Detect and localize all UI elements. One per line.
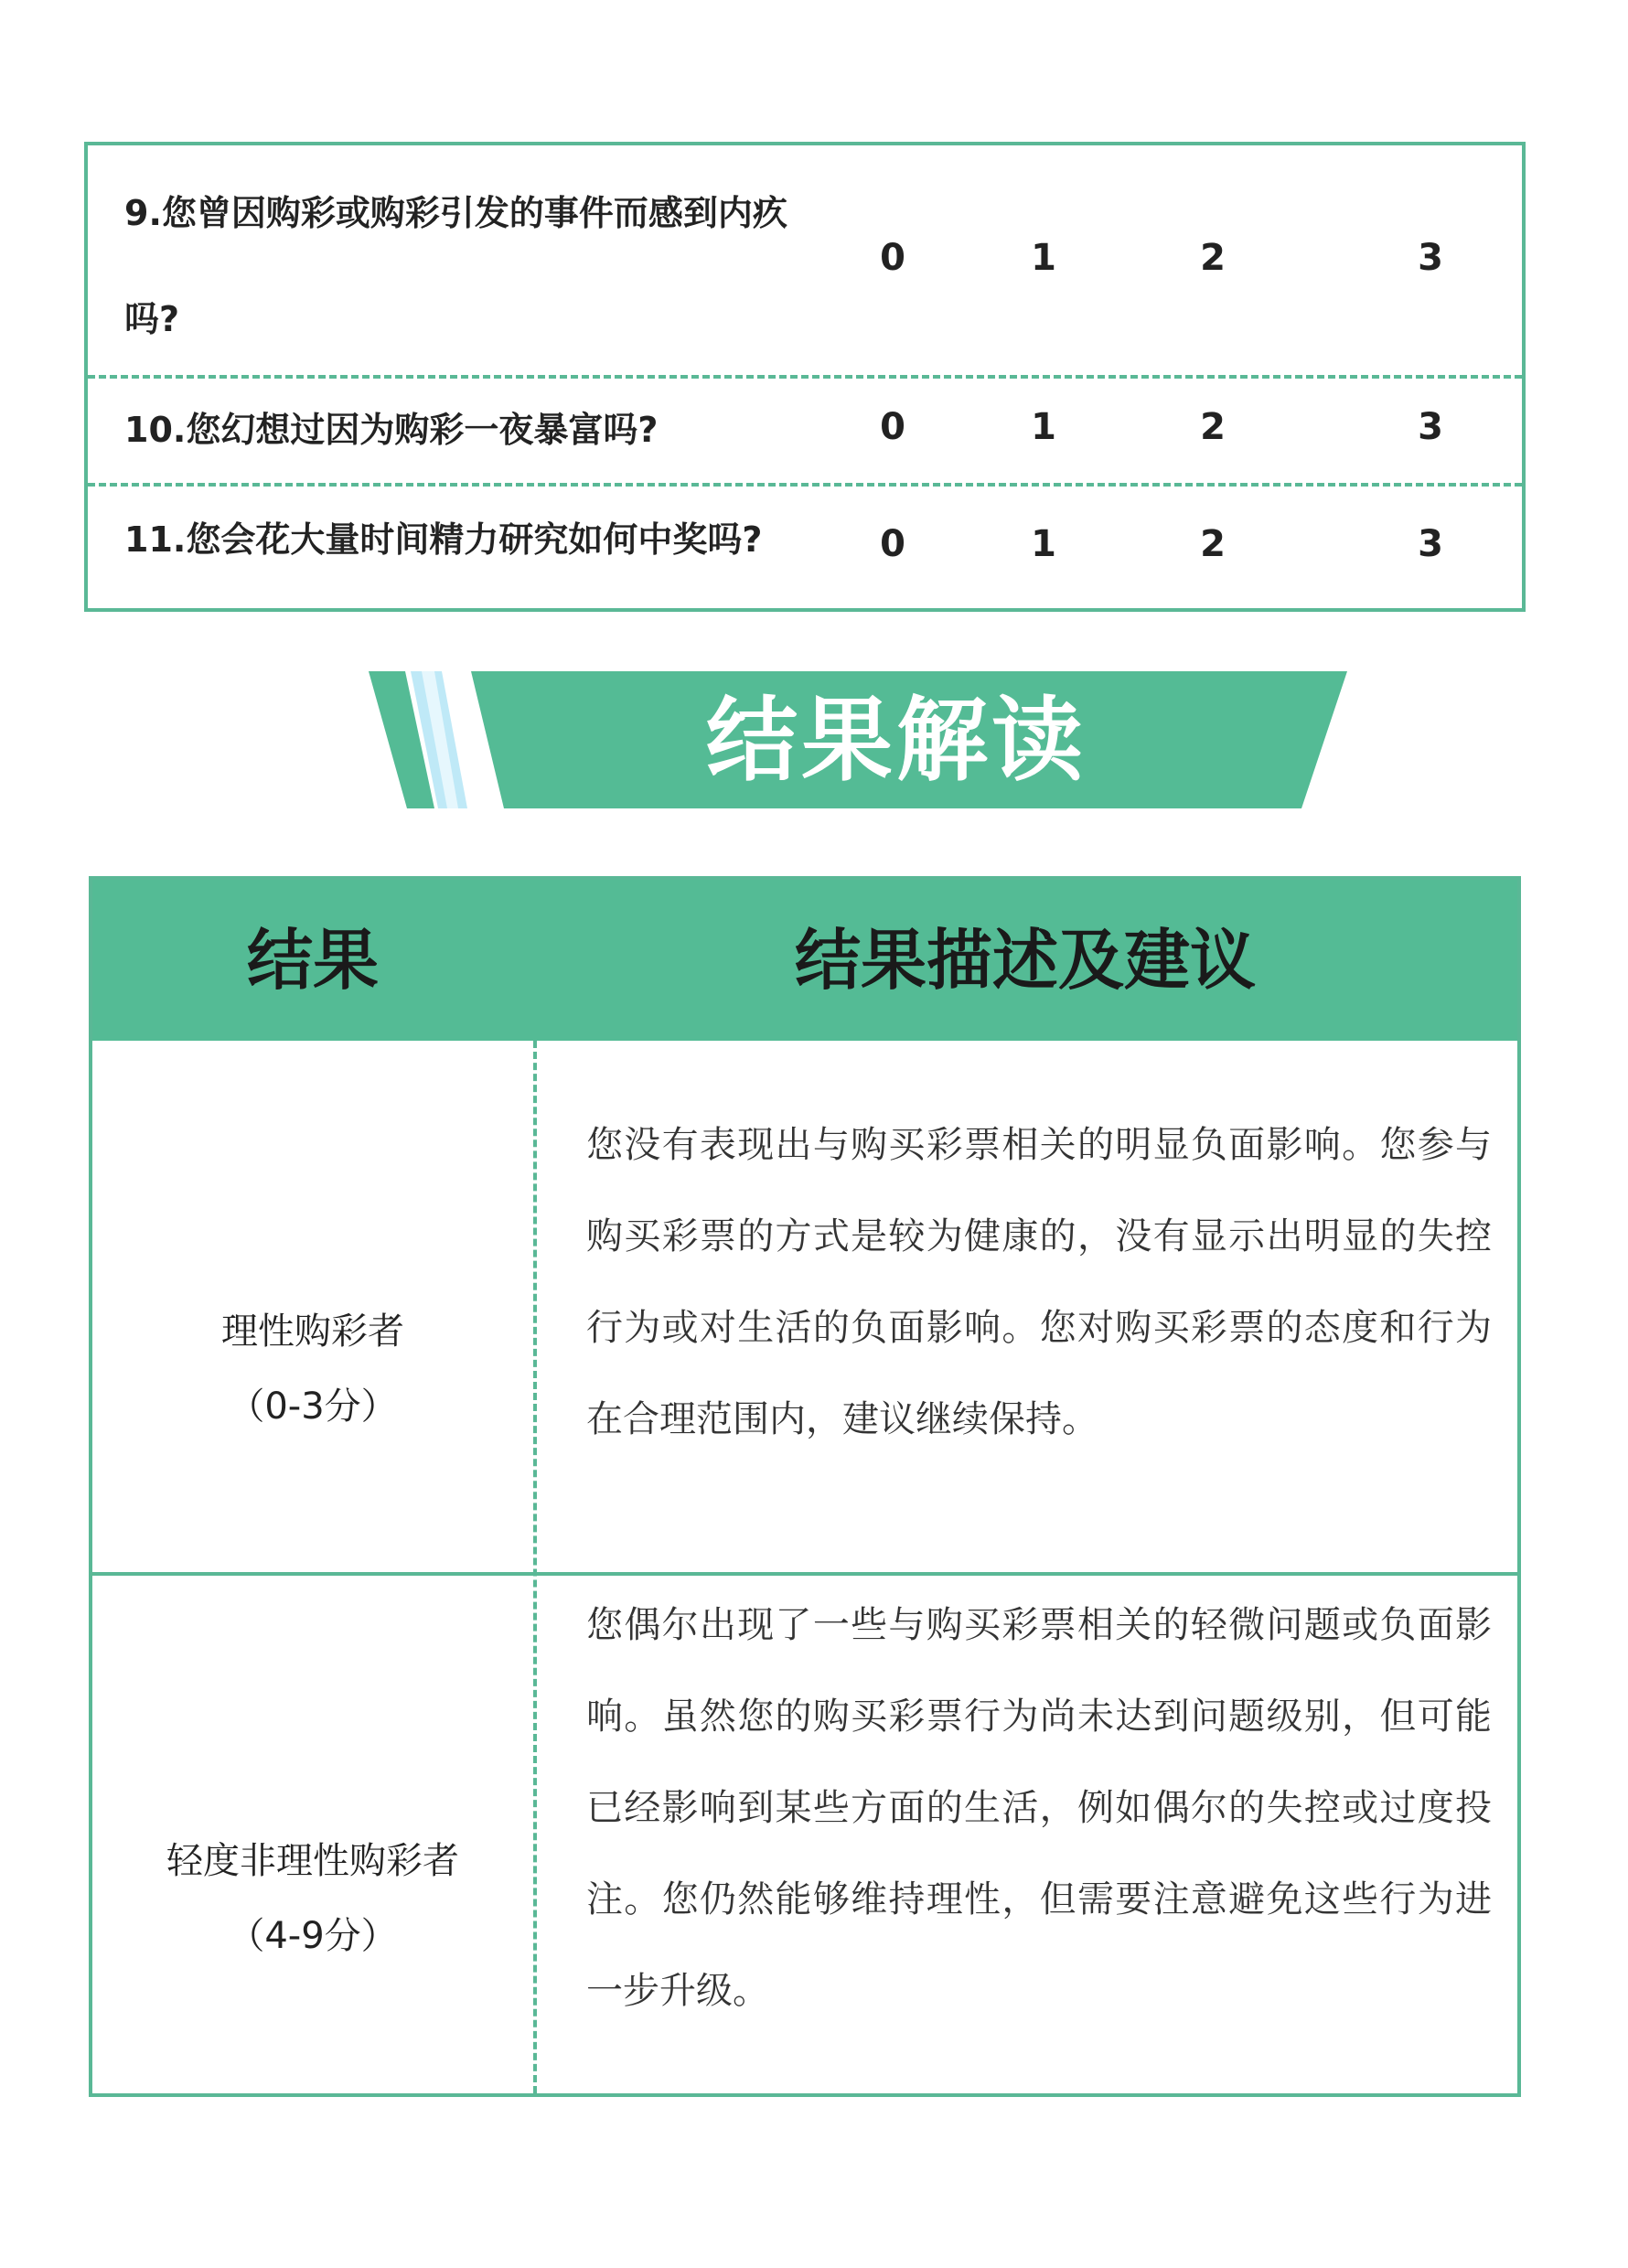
question-text: 9.您曾因购彩或购彩引发的事件而感到内疚吗? xyxy=(124,193,787,339)
column-divider xyxy=(533,1041,537,2093)
result-level-label: 理性购彩者 xyxy=(221,1311,404,1353)
score-option-0[interactable]: 0 xyxy=(880,523,905,565)
section-title: 结果解读 xyxy=(706,687,1087,794)
question-text: 10.您幻想过因为购彩一夜暴富吗? xyxy=(124,410,659,450)
result-score-range: （0-3分） xyxy=(228,1385,398,1428)
score-option-0[interactable]: 0 xyxy=(880,237,905,279)
score-option-0[interactable]: 0 xyxy=(880,406,905,448)
score-option-1[interactable]: 1 xyxy=(1031,406,1056,448)
score-option-1[interactable]: 1 xyxy=(1031,523,1056,565)
result-score-range: （4-9分） xyxy=(228,1915,398,1957)
header-description: 结果描述及建议 xyxy=(794,922,1256,999)
score-option-1[interactable]: 1 xyxy=(1031,237,1056,279)
result-description: 您偶尔出现了一些与购买彩票相关的轻微问题或负面影响。虽然您的购买彩票行为尚未达到问题级别，但可能已经影响到某些方面的生活，例如偶尔的失控或过度投注。您仍然能够维持理性，但需要注意避免这些行为进一步升级。 xyxy=(586,1604,1492,2012)
question-table xyxy=(84,142,1526,612)
question-row xyxy=(88,145,1522,379)
score-option-3[interactable]: 3 xyxy=(1418,237,1443,279)
score-option-3[interactable]: 3 xyxy=(1418,523,1443,565)
question-row xyxy=(88,379,1522,487)
results-table xyxy=(89,876,1521,2097)
result-level-label: 轻度非理性购彩者 xyxy=(166,1840,459,1882)
score-option-2[interactable]: 2 xyxy=(1200,237,1226,279)
score-option-3[interactable]: 3 xyxy=(1418,406,1443,448)
result-description: 您没有表现出与购买彩票相关的明显负面影响。您参与购买彩票的方式是较为健康的，没有显示出明显的失控行为或对生活的负面影响。您对购买彩票的态度和行为在合理范围内，建议继续保持。 xyxy=(586,1124,1492,1440)
score-option-2[interactable]: 2 xyxy=(1200,523,1226,565)
row-divider xyxy=(92,1572,1517,1576)
question-row xyxy=(88,487,1522,608)
results-header xyxy=(92,880,1517,1041)
score-option-2[interactable]: 2 xyxy=(1200,406,1226,448)
header-result: 结果 xyxy=(246,922,379,999)
question-text: 11.您会花大量时间精力研究如何中奖吗? xyxy=(124,519,763,560)
